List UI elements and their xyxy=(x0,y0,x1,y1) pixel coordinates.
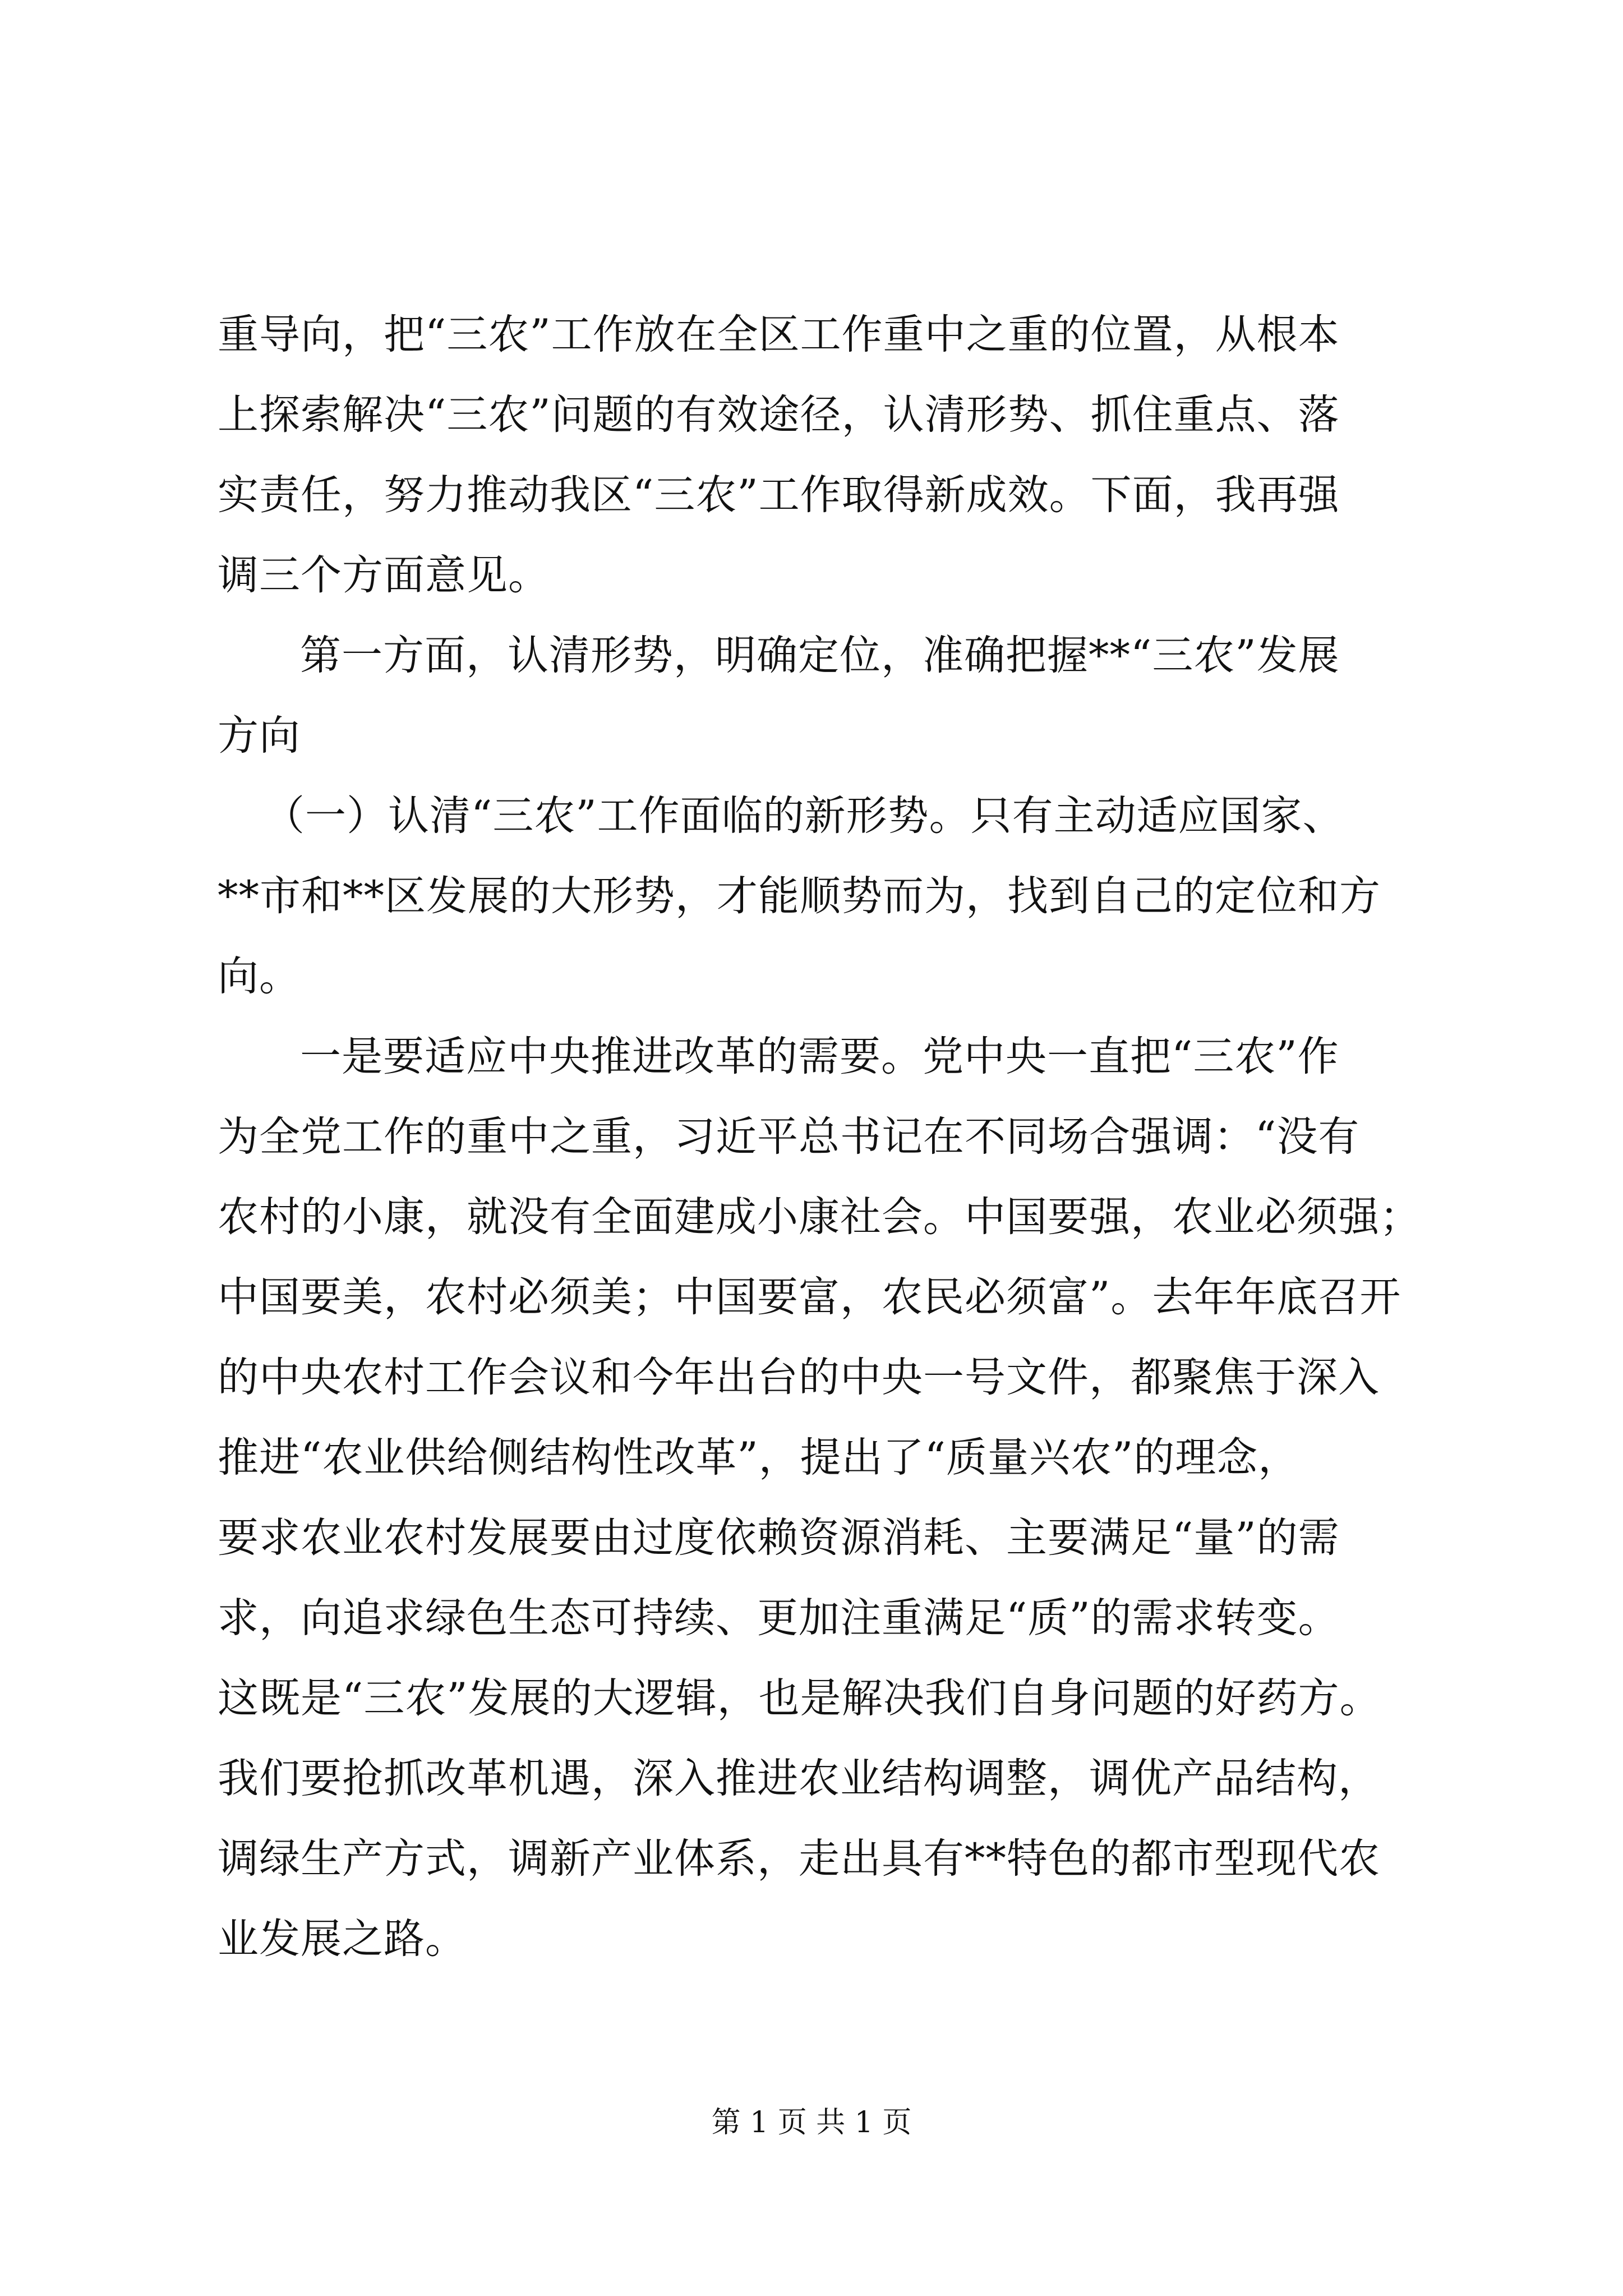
text-line: 向。 xyxy=(218,953,301,1000)
text-line: 调三个方面意见。 xyxy=(218,551,550,599)
page-footer: 第 1 页 共 1 页 xyxy=(711,2106,912,2139)
text-line: 调绿生产方式，调新产业体系，走出具有**特色的都市型现代农 xyxy=(218,1835,1380,1883)
section-heading-line: 方向 xyxy=(218,712,301,760)
text-line: 的中央农村工作会议和今年出台的中央一号文件，都聚焦于深入 xyxy=(218,1354,1380,1401)
text-line: 中国要美，农村必须美；中国要富，农民必须富”。去年年底召开 xyxy=(218,1273,1401,1321)
text-line: 我们要抢抓改革机遇，深入推进农业结构调整，调优产品结构， xyxy=(218,1755,1380,1802)
text-line: 求，向追求绿色生态可持续、更加注重满足“质”的需求转变。 xyxy=(218,1594,1340,1642)
text-line: 农村的小康，就没有全面建成小康社会。中国要强，农业必须强； xyxy=(218,1193,1421,1241)
text-line: 推进“农业供给侧结构性改革”，提出了“质量兴农”的理念， xyxy=(218,1434,1300,1481)
section-heading-line: 第一方面，认清形势，明确定位，准确把握**“三农”发展 xyxy=(300,632,1340,679)
text-line: **市和**区发展的大形势，才能顺势而为，找到自己的定位和方 xyxy=(218,872,1381,920)
subheading-line: （一）认清“三农”工作面临的新形势。只有主动适应国家、 xyxy=(264,792,1344,840)
text-line: 上探索解决“三农”问题的有效途径，认清形势、抓住重点、落 xyxy=(218,391,1340,439)
text-line: 业发展之路。 xyxy=(218,1915,467,1963)
text-line: 重导向，把“三农”工作放在全区工作重中之重的位置，从根本 xyxy=(218,311,1340,358)
text-line: 实责任，努力推动我区“三农”工作取得新成效。下面，我再强 xyxy=(218,471,1340,519)
text-line: 要求农业农村发展要由过度依赖资源消耗、主要满足“量”的需 xyxy=(218,1514,1340,1562)
document-body xyxy=(218,295,1421,1979)
text-line: 一是要适应中央推进改革的需要。党中央一直把“三农”作 xyxy=(300,1033,1339,1080)
text-line: 为全党工作的重中之重，习近平总书记在不同场合强调：“没有 xyxy=(218,1113,1360,1161)
text-line: 这既是“三农”发展的大逻辑，也是解决我们自身问题的好药方。 xyxy=(218,1674,1381,1722)
